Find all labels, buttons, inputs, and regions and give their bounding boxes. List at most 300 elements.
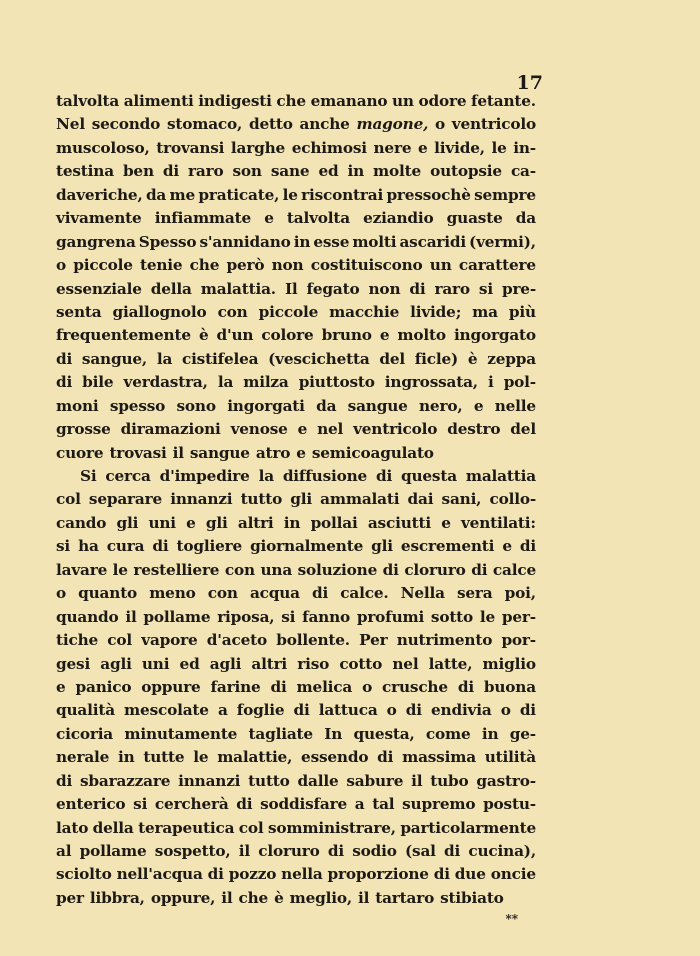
word: fanno (302, 607, 351, 626)
text-line (56, 418, 536, 441)
word: guaste (446, 209, 503, 228)
word: in (293, 232, 311, 251)
word: infiammate (154, 209, 252, 228)
word: ventricolo (451, 115, 536, 134)
word: di (519, 701, 536, 720)
word: di (162, 162, 180, 181)
word: nutrimento (396, 631, 493, 650)
word: mescolate (124, 701, 209, 720)
word: questa, (353, 724, 415, 743)
word: talvolta (286, 209, 350, 228)
word: cura (106, 537, 145, 556)
word: con (207, 584, 238, 603)
word: ed (179, 654, 200, 673)
word: un (392, 92, 414, 110)
word: le (282, 185, 298, 204)
word: e (264, 209, 274, 228)
word: outopsie (430, 162, 502, 181)
word: escrementi (400, 537, 495, 556)
text-line (56, 699, 536, 722)
word: o (435, 115, 446, 134)
word: diffusione (282, 467, 368, 485)
word: Nel (56, 115, 85, 134)
word: di (519, 537, 536, 556)
word: ficle) (414, 349, 459, 368)
word: tutte (143, 748, 185, 767)
word: echimosi (291, 138, 367, 157)
word: in- (513, 138, 536, 157)
word: ingorgati (227, 396, 305, 415)
word: d'aceto (206, 631, 267, 650)
text-line (56, 137, 536, 160)
word: ben (122, 162, 154, 181)
text-line (56, 676, 536, 699)
text-line (56, 582, 536, 605)
word: e (473, 396, 484, 415)
word: acqua (249, 584, 300, 603)
word: che (189, 256, 220, 275)
text-line (56, 231, 536, 254)
word: di (327, 842, 344, 860)
word: di (270, 677, 287, 696)
word: da (145, 185, 167, 204)
word: postu- (483, 795, 536, 814)
word: tagliate (248, 724, 313, 743)
word: secondo (91, 115, 161, 134)
word: costituiscono (310, 256, 423, 275)
word: dai (407, 490, 434, 509)
word: la (217, 373, 234, 392)
word: quando (56, 607, 119, 626)
word: raro (434, 279, 470, 298)
word: panico (75, 677, 132, 696)
word: indigesti (198, 92, 272, 110)
text-line (56, 512, 536, 535)
word: son (232, 162, 262, 181)
word: agli (100, 654, 132, 673)
word: in (481, 724, 499, 743)
word: molte (373, 162, 422, 181)
word: giallognolo (112, 302, 207, 321)
text-line (56, 160, 536, 183)
word: talvolta (56, 92, 120, 110)
word: sodio (352, 842, 397, 860)
word: ingorgato (453, 326, 536, 345)
text-line (56, 723, 536, 746)
word: per- (501, 607, 536, 626)
word: particolarmente (400, 818, 536, 837)
word: innanzi (178, 771, 241, 790)
word: sangue (189, 443, 250, 462)
word: soddisfare (260, 795, 348, 814)
word: crusche (382, 677, 448, 696)
word: col (238, 818, 264, 837)
text-line (56, 371, 536, 394)
word: miglio (482, 654, 536, 673)
word: di (152, 537, 169, 556)
word: zeppa (487, 349, 536, 368)
word: la (258, 467, 274, 485)
word: il (221, 888, 233, 907)
word: in (117, 748, 135, 767)
word: macchie (329, 302, 400, 321)
word: sangue, (81, 349, 148, 368)
word: Per (359, 631, 388, 650)
word: massima (402, 748, 476, 767)
word: molto (397, 326, 446, 345)
word: le (491, 138, 507, 157)
word: magone, (356, 115, 429, 134)
word: da (515, 209, 536, 228)
word: gli (290, 490, 312, 509)
word: però (226, 256, 265, 275)
word: riscontrai (301, 185, 384, 204)
word: sempre (474, 185, 536, 204)
word: di (56, 349, 73, 368)
word: alimenti (123, 92, 194, 110)
word: venose (230, 420, 288, 439)
word: proporzione (327, 865, 429, 884)
word: di (236, 795, 253, 814)
word: sotto (430, 607, 474, 626)
word: riso (297, 654, 330, 673)
word: è (467, 349, 478, 368)
word: ascaridi (399, 232, 466, 251)
word: e (297, 420, 308, 439)
word: tutto (240, 490, 283, 509)
word: di (457, 677, 474, 696)
word: ventilati: (460, 513, 536, 532)
word: por- (501, 631, 536, 650)
word: pollai (310, 513, 358, 532)
word: di (382, 560, 399, 579)
word: il (172, 443, 184, 462)
word: due (454, 865, 486, 884)
word: essendo (301, 748, 369, 767)
word: ma (472, 302, 498, 321)
text-line (56, 90, 536, 113)
word: riposa, (217, 607, 275, 626)
word: tiche (56, 631, 99, 650)
word: sane (270, 162, 310, 181)
word: di (375, 467, 393, 485)
word: che (276, 92, 306, 110)
text-line (56, 324, 536, 347)
word: ingrossata, (384, 373, 478, 392)
word: d'impedire (159, 467, 250, 485)
word: sani, (441, 490, 482, 509)
word: nel (317, 420, 344, 439)
word: sabure (346, 771, 404, 790)
text-line (56, 887, 536, 910)
word: gli (116, 513, 139, 532)
word: oppure (141, 677, 201, 696)
word: i (488, 373, 494, 392)
word: milza (243, 373, 289, 392)
word: trovansi (156, 138, 225, 157)
word: di (409, 279, 426, 298)
word: il (125, 607, 137, 626)
text-line (56, 793, 536, 816)
word: nerale (56, 748, 110, 767)
word: non (368, 279, 401, 298)
word: le (193, 748, 209, 767)
word: da (316, 396, 337, 415)
word: nel (392, 654, 419, 673)
word: della (92, 818, 134, 837)
word: Nella (400, 584, 445, 603)
word: spesso (109, 396, 166, 415)
word: agli (209, 654, 242, 673)
word: colore (261, 326, 314, 345)
text-line (56, 488, 536, 511)
word: sangue (347, 396, 408, 415)
word: foglie (236, 701, 285, 720)
word: Il (284, 279, 298, 298)
text-line (56, 653, 536, 676)
word: (vescichetta (268, 349, 370, 368)
word: d'un (216, 326, 254, 345)
word: detto (248, 115, 293, 134)
signature-mark: ** (505, 912, 518, 926)
word: cloruro (258, 842, 320, 860)
word: meglio, (289, 888, 352, 907)
word: destro (447, 420, 501, 439)
word: vivamente (56, 209, 142, 228)
word: minutamente (124, 724, 238, 743)
word: e (296, 443, 306, 462)
word: cercherà (154, 795, 229, 814)
word: e (379, 326, 390, 345)
word: testina (56, 162, 114, 181)
word: anche (299, 115, 350, 134)
word: libbra, (89, 888, 145, 907)
word: gangrena (56, 232, 136, 251)
word: della (150, 279, 192, 298)
word: supremo (402, 795, 476, 814)
word: utilità (484, 748, 536, 767)
text-line (56, 184, 536, 207)
word: le (479, 607, 496, 626)
word: si (478, 279, 493, 298)
word: fegato (306, 279, 360, 298)
word: con (224, 560, 255, 579)
text-line (56, 606, 536, 629)
word: e (441, 513, 451, 532)
text-line (56, 254, 536, 277)
word: e (186, 513, 196, 532)
word: la (156, 349, 173, 368)
text-line (56, 207, 536, 230)
word: somministrare, (267, 818, 396, 837)
word: molti (352, 232, 397, 251)
word: il (411, 771, 423, 790)
text-line (56, 770, 536, 793)
word: cotto (339, 654, 383, 673)
word: bruno (321, 326, 372, 345)
word: è (198, 326, 209, 345)
word: latte, (428, 654, 473, 673)
text-line (56, 559, 536, 582)
word: un (429, 256, 452, 275)
word: si (281, 607, 296, 626)
word: pol- (503, 373, 536, 392)
word: profumi (356, 607, 425, 626)
word: cucina), (468, 842, 536, 860)
word: s'annidano (199, 232, 291, 251)
word: a (217, 701, 228, 720)
word: malattie, (217, 748, 293, 767)
word: al (56, 842, 72, 860)
word: gli (205, 513, 228, 532)
word: separare (88, 490, 163, 509)
word: cando (56, 513, 107, 532)
word: ammalati (320, 490, 400, 509)
word: odore (418, 92, 467, 110)
word: ed (318, 162, 339, 181)
word: altri (237, 513, 274, 532)
word: restelliere (133, 560, 220, 579)
word: non (271, 256, 304, 275)
word: atro (255, 443, 291, 462)
word: bollente. (276, 631, 350, 650)
word: muscoloso, (56, 138, 150, 157)
word: Spesso (138, 232, 197, 251)
word: soluzione (297, 560, 378, 579)
word: gesi (56, 654, 91, 673)
word: verdastra, (123, 373, 208, 392)
word: cloruro (404, 560, 466, 579)
word: o (56, 584, 67, 603)
text-line (56, 442, 536, 465)
word: altri (251, 654, 288, 673)
word: sciolto (56, 865, 112, 884)
word: enterico (56, 795, 126, 814)
word: stomaco, (166, 115, 243, 134)
word: di (377, 748, 394, 767)
word: e (418, 138, 428, 157)
word: senta (56, 302, 102, 321)
word: tutto (248, 771, 290, 790)
text-line (56, 817, 536, 840)
word: endivia (431, 701, 492, 720)
word: è (274, 888, 284, 907)
word: nell'acqua (116, 865, 203, 884)
word: le (112, 560, 128, 579)
word: cuore (56, 443, 104, 462)
word: si (56, 537, 71, 556)
word: In (324, 724, 343, 743)
word: livide; (410, 302, 462, 321)
word: calce (492, 560, 536, 579)
word: di (444, 842, 461, 860)
word: asciutti (367, 513, 431, 532)
word: di (56, 373, 73, 392)
word: carattere (458, 256, 536, 275)
text-line (56, 746, 536, 769)
word: trovasi (109, 443, 167, 462)
word: (vermi), (469, 232, 536, 251)
word: e (56, 677, 66, 696)
text-line (56, 113, 536, 136)
word: una (260, 560, 293, 579)
word: essenziale (56, 279, 142, 298)
word: emanano (310, 92, 388, 110)
text-line (56, 535, 536, 558)
word: sono (176, 396, 216, 415)
word: giornalmente (250, 537, 364, 556)
word: ha (78, 537, 99, 556)
word: oppure, (150, 888, 216, 907)
word: tubo (430, 771, 469, 790)
word: semicoagulato (311, 443, 434, 462)
word: praticate, (198, 185, 280, 204)
word: ge- (509, 724, 536, 743)
word: sera (456, 584, 493, 603)
word: di (471, 560, 488, 579)
word: cicoria (56, 724, 114, 743)
word: malattia (465, 467, 536, 485)
word: oncie (490, 865, 536, 884)
word: pollame (79, 842, 147, 860)
word: lavare (56, 560, 108, 579)
word: togliere (176, 537, 243, 556)
word: Si (80, 467, 97, 485)
word: nere (373, 138, 412, 157)
word: buona (483, 677, 536, 696)
word: piccole (73, 256, 133, 275)
body-text (56, 90, 536, 910)
word: stibiato (440, 888, 504, 907)
word: frequentemente (56, 326, 191, 345)
word: col (107, 631, 133, 650)
word: come (425, 724, 471, 743)
text-line (56, 629, 536, 652)
word: livide, (434, 138, 485, 157)
word: il (238, 842, 250, 860)
text-line (56, 863, 536, 886)
word: poi, (504, 584, 536, 603)
word: di (405, 701, 422, 720)
word: cerca (105, 467, 151, 485)
word: per (56, 888, 84, 907)
word: melica (296, 677, 353, 696)
word: tenie (139, 256, 183, 275)
text-line (56, 278, 536, 301)
word: o (362, 677, 373, 696)
word: che (238, 888, 269, 907)
word: del (379, 349, 405, 368)
word: diramazioni (120, 420, 221, 439)
word: fetante. (471, 92, 536, 110)
word: di (433, 865, 450, 884)
word: di (312, 584, 329, 603)
word: pressochè (386, 185, 471, 204)
word: o (386, 701, 397, 720)
word: larghe (230, 138, 286, 157)
word: pozzo (228, 865, 277, 884)
word: di (56, 771, 73, 790)
word: lato (56, 818, 89, 837)
word: qualità (56, 701, 115, 720)
word: cistifelea (181, 349, 259, 368)
word: col (56, 490, 81, 509)
word: nero, (419, 396, 463, 415)
word: eziandio (363, 209, 434, 228)
word: si (133, 795, 148, 814)
word: o (56, 256, 67, 275)
word: meno (149, 584, 196, 603)
